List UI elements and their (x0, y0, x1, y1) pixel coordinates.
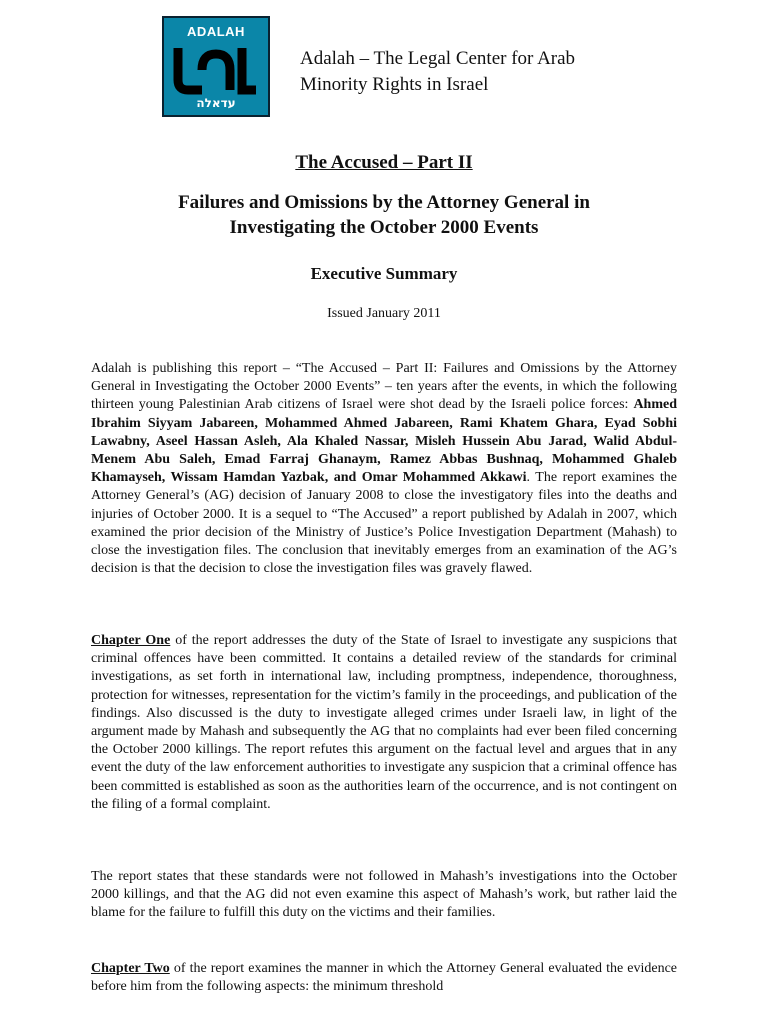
chapter-one-label: Chapter One (91, 633, 171, 648)
logo-hebrew-text: עדאלה (196, 96, 236, 110)
report-subtitle (0, 190, 768, 240)
org-name-line2: Minority Rights in Israel (300, 74, 489, 95)
report-title: The Accused – Part II (295, 152, 473, 173)
section-heading: Executive Summary (310, 264, 458, 283)
paragraph-chapter-one (91, 632, 677, 814)
logo-wordmark: ADALAH (187, 24, 245, 39)
intro-text: Adalah is publishing this report – “The Accused – Part II: Failures and Omissions by the Attorney General in Investigating the October 2000 Events” – ten years after the events, in which the following thirteen young Palestinian Arab citizens of Israel were shot dead by the Israeli police forces: (91, 361, 677, 413)
paragraph-standards: The report states that these standards were not followed in Mahash’s investigations into the October 2000 killings, and that the AG did not even examine this aspect of Mahash’s work, but rather laid the blame for the failure to fulfill this duty on the victims and their families. (91, 869, 677, 921)
intro-continuation: . The report examines the Attorney General’s (AG) decision of January 2008 to close the investigatory files into the deaths and injuries of October 2000. It is a sequel to “The Accused” a report published by Adalah in 2007, which examined the prior decision of the Ministry of Justice’s Police Investigation Department (Mahash) to close the investigation files. The conclusion that inevitably emerges from an examination of the AG’s decision is that the decision to close the investigation files was gravely flawed. (91, 470, 677, 577)
chapter-one-text: of the report addresses the duty of the State of Israel to investigate any suspicions that criminal offences have been committed. It contains a detailed review of the standards for criminal investigations, as set forth in international law, including promptness, independence, thoroughness, protection for witnesses, representation for the victim’s family in the proceedings, and publication of the findings. Also discussed is the duty to investigate alleged crimes under Israeli law, in light of the argument made by Mahash and subsequently the AG that no complaints had ever been filed concerning the October 2000 killings. The report refutes this argument on the factual level and argues that in any event the duty of the law enforcement authorities to investigate any suspicion that a criminal offence has been committed is established as soon as the authorities learn of the occurrence, and is not contingent on the filing of a formal complaint. (91, 633, 677, 812)
org-name-line1: Adalah – The Legal Center for Arab (300, 48, 576, 69)
paragraph-chapter-two (91, 960, 677, 996)
report-subtitle-line2: Investigating the October 2000 Events (229, 217, 539, 238)
logo-glyph-icon (172, 40, 262, 98)
paragraph-intro (91, 360, 677, 578)
org-name (300, 46, 575, 98)
issued-date: Issued January 2011 (327, 306, 441, 321)
victim-names: Ahmed Ibrahim Siyyam Jabareen, Mohammed Ahmed Jabareen, Rami Khatem Ghara, Eyad Sobhi Lawabny, Aseel Hassan Asleh, Ala Khaled Nassar, Misleh Hussein Abu Jarad, Walid Abdul-Menem Abu Saleh, Emad Farraj Ghanaym, Ramez Abbas Bushnaq, Mohammed Ghaleb Khamayseh, Wissam Hamdan Yazbak, and Omar Mohammed Akkawi (91, 397, 677, 486)
chapter-two-label: Chapter Two (91, 961, 170, 976)
adalah-logo (162, 16, 270, 117)
report-subtitle-line1: Failures and Omissions by the Attorney General in (178, 192, 590, 213)
chapter-two-text: of the report examines the manner in which the Attorney General evaluated the evidence before him from the following aspects: the minimum threshold (91, 961, 677, 995)
